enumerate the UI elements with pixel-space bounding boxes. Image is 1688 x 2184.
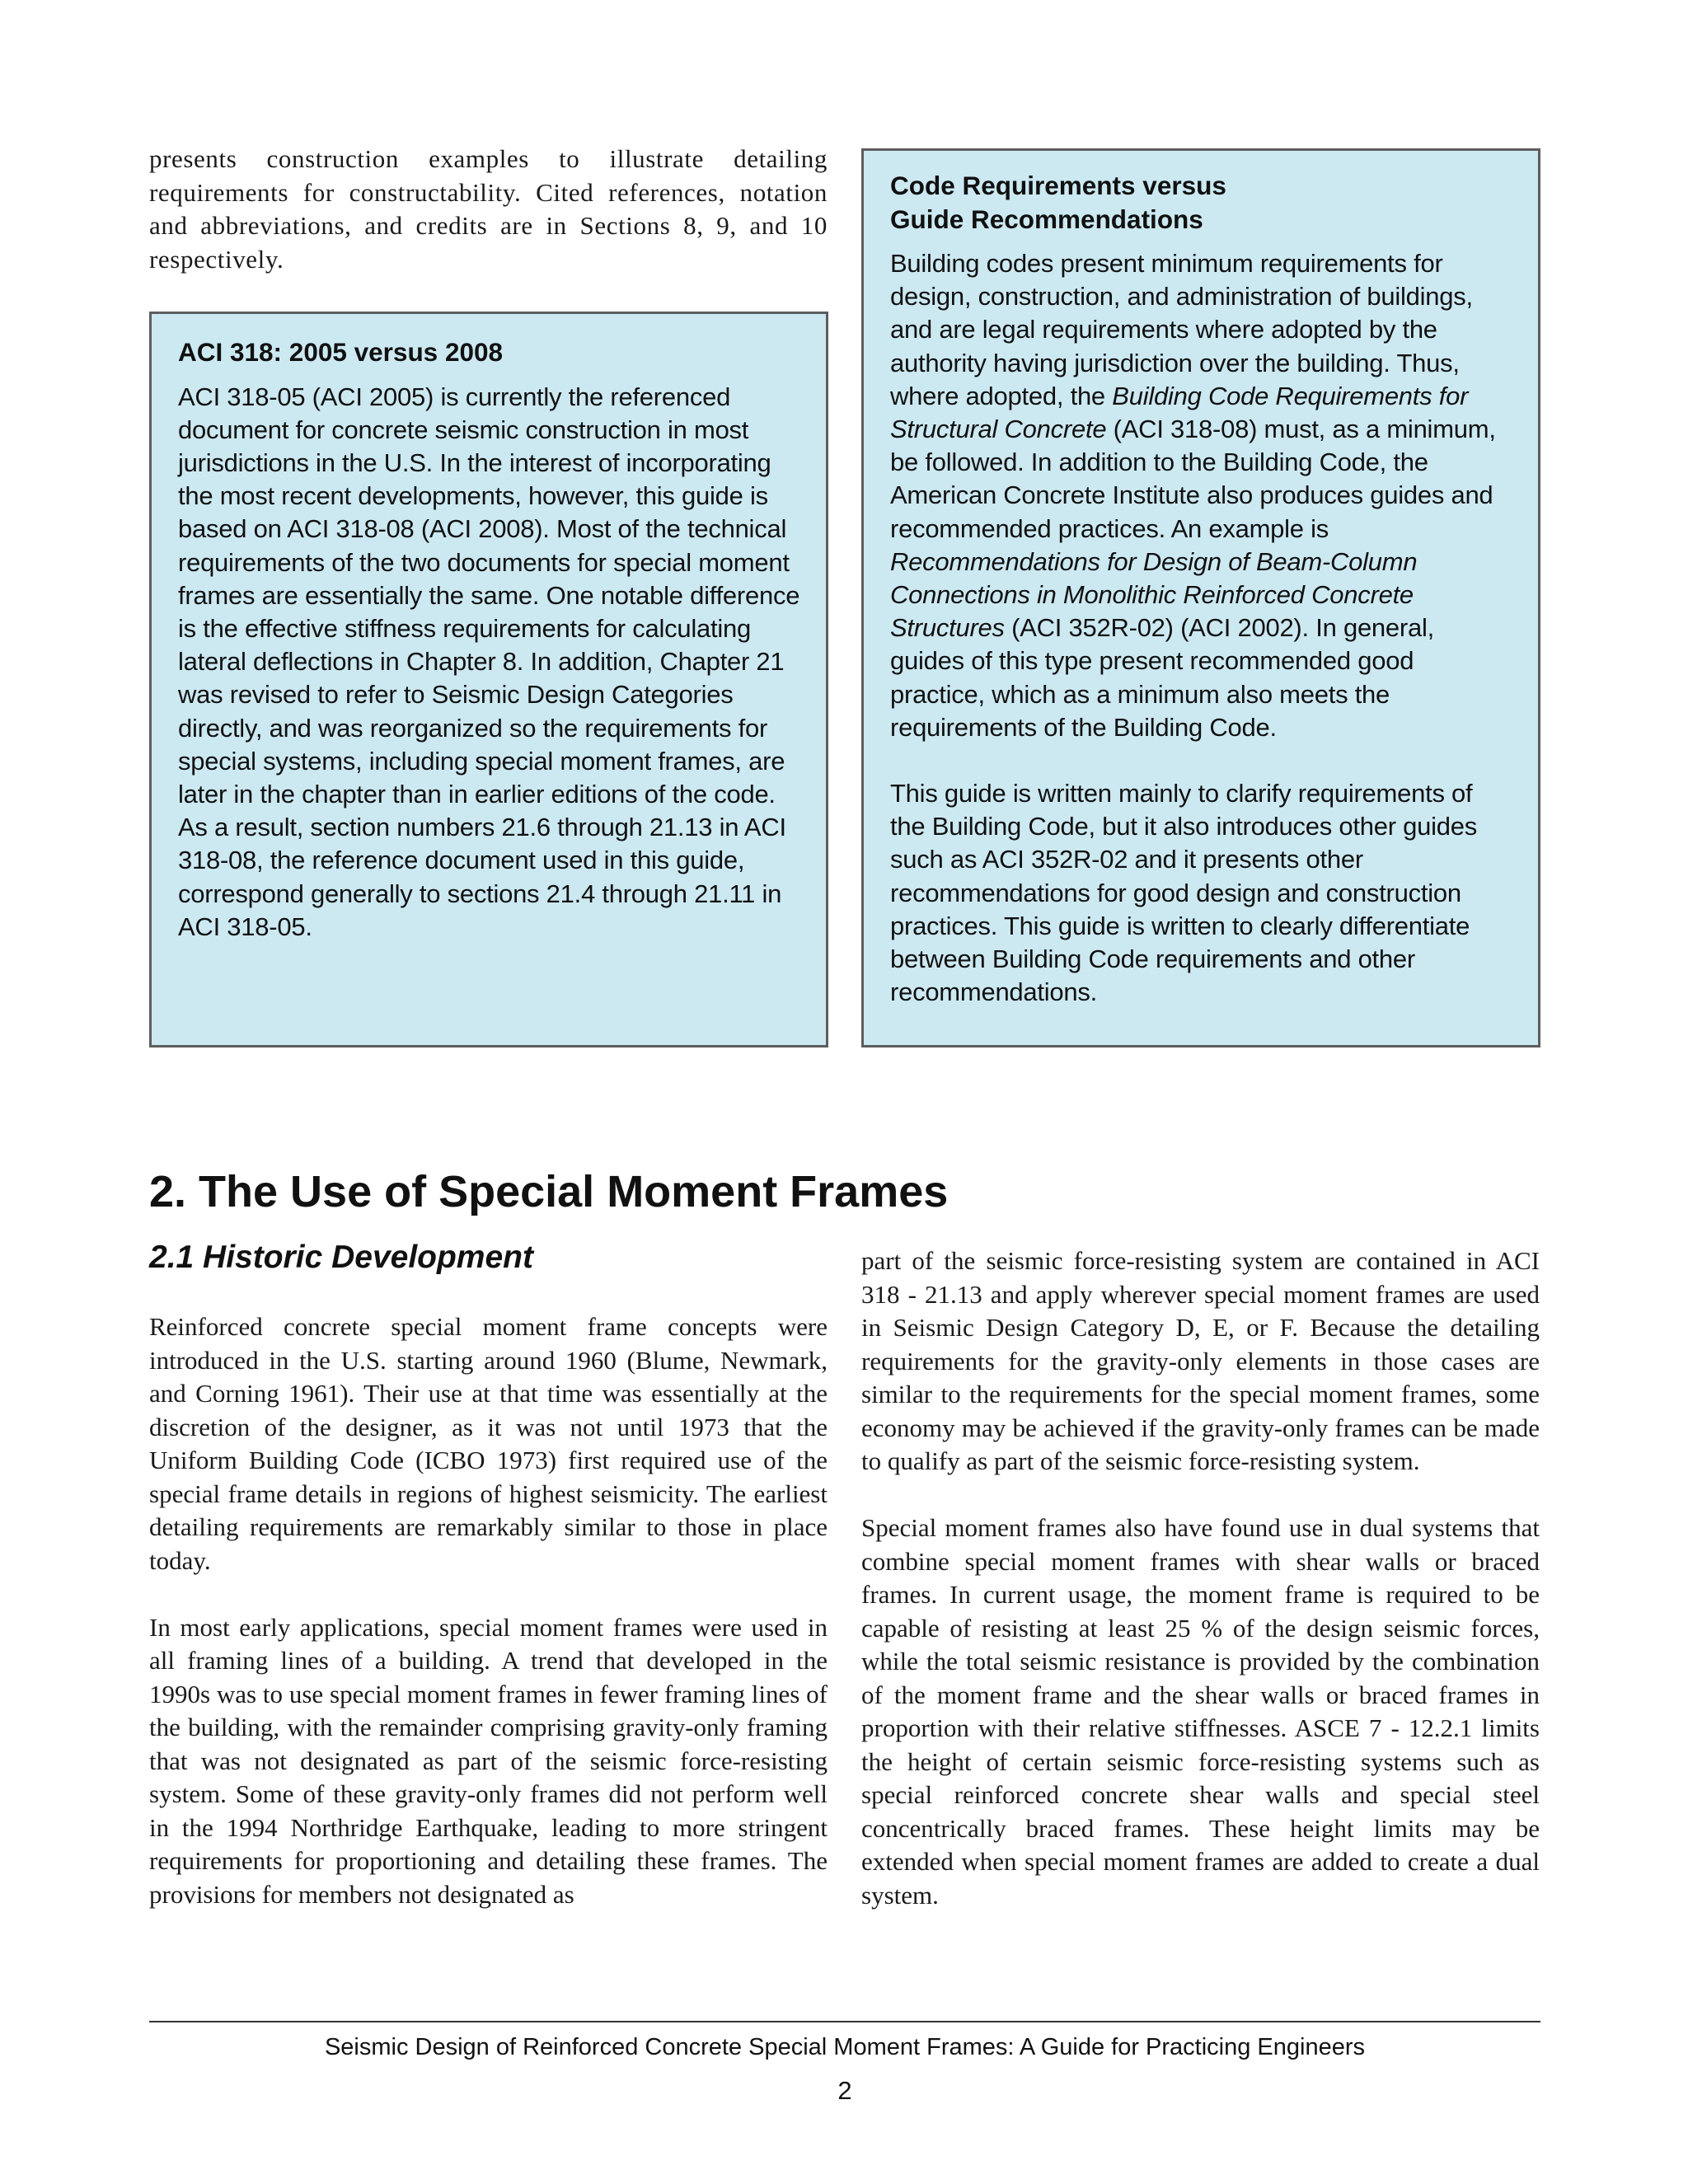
cited-title-aci352: Recommendations for Design of Beam-Column Connections in Monolithic Reinforced Concrete Structures [890,546,1418,643]
sidebar-code-requirements-box [861,148,1540,1047]
cited-title-aci318: Building Code Requirements for Structural Concrete [890,381,1469,444]
sidebar-aci318-box [149,312,828,1047]
sidebar-code-requirements-paragraph-2: This guide is written mainly to clarify requirements of the Building Code, but it also introduces other guides such as ACI 352R-02 and it presents other recommendations for good design and construction practices. This guide is written to clearly differentiate between Building Code requirements and other recommendations. [890,779,1478,1007]
sidebar-aci318-body: ACI 318-05 (ACI 2005) is currently the referenced document for concrete seismic construction in most jurisdictions in the U.S. In the interest of incorporating the most recent developments, however, this guide is based on ACI 318-08 (ACI 2008). Most of the technical requirements of the two documents for special moment frames are essentially the same. One notable difference is the effective stiffness requirements for calculating lateral deflections in Chapter 8. In addition, Chapter 21 was revised to refer to Seismic Design Categories directly, and was reorganized so the requirements for special systems, including special moment frames, are later in the chapter than in earlier editions of the code. As a result, section numbers 21.6 through 21.13 in ACI 318-08, the reference document used in this guide, correspond generally to sections 21.4 through 21.11 in ACI 318-05. [178,382,800,941]
body-paragraph: In most early applications, special moment frames were used in all framing lines of a building. A trend that developed in the 1990s was to use special moment frames in fewer framing lines of the building, with the remainder comprising gravity-only framing that was not designated as part of the seismic force-resisting system. Some of these gravity-only frames did not perform well in the 1994 Northridge Earthquake, leading to more stringent requirements for proportioning and detailing these frames. The provisions for members not designated as [149,1612,828,1909]
body-paragraph: Reinforced concrete special moment frame concepts were introduced in the U.S. starting around 1960 (Blume, Newmark, and Corning 1961). Their use at that time was essentially at the discretion of the designer, as it was not until 1973 that the Uniform Building Code (ICBO 1973) first required use of the special frame details in regions of highest seismicity. The earliest detailing requirements are remarkably similar to those in place today. [149,1312,828,1575]
body-paragraph: part of the seismic force-resisting system are contained in ACI 318 - 21.13 and apply wherever special moment frames are used in Seismic Design Category D, E, or F. Because the detailing requirements for the gravity-only elements in those cases are similar to the requirements for the special moment frames, some economy may be achieved if the gravity-only frames can be made to qualify as part of the seismic force-resisting system. [861,1246,1540,1475]
text-run: (ACI 318-08) must, as a minimum, be followed. In addition to the Building Code, the American Concrete Institute also produces guides and recommended practices. An example is [890,415,1496,543]
subsection-heading: 2.1 Historic Development [149,1240,533,1275]
footer-divider [149,2021,1540,2022]
text-run: Building codes present minimum requirements for design, construction, and administration of buildings, and are legal requirements where adopted by the authority having jurisdiction over the building. Thus, where adopted, the [890,249,1473,410]
body-paragraph: Special moment frames also have found use in dual systems that combine special moment frames with shear walls or braced frames. In current usage, the moment frame is required to be capable of resisting at least 25 % of the design seismic forces, while the total seismic resistance is provided by the combination of the moment frame and the shear walls or braced frames in proportion with their relative stiffnesses. ASCE 7 - 12.2.1 limits the height of certain seismic force-resisting systems such as special reinforced concrete shear walls and special steel concentrically braced frames. These height limits may be extended when special moment frames are added to create a dual system. [861,1513,1540,1910]
body-column-right [861,1244,1540,1912]
sidebar-code-requirements-title-line1: Code Requirements versus [890,171,1226,200]
text-run: (ACI 352R-02) (ACI 2002). In general, guides of this type present recommended good practice, which as a minimum also meets the requirements of the Building Code. [890,613,1434,742]
body-column-left [149,1310,828,1911]
sidebar-code-requirements-paragraph-1 [890,247,1513,744]
sidebar-code-requirements-title [890,169,1513,236]
intro-paragraph-block [149,143,828,276]
intro-paragraph: presents construction examples to illustrate detailing requirements for constructability. Cited references, notation and abbreviations, and credits are in Sections 8, 9, and 10 respectively. [149,144,828,274]
sidebar-aci318-title: ACI 318: 2005 versus 2008 [178,337,504,367]
page-number: 2 [837,2076,852,2105]
sidebar-code-requirements-title-line2: Guide Recommendations [890,204,1203,234]
footer-title: Seismic Design of Reinforced Concrete Special Moment Frames: A Guide for Practicing Engineers [324,2034,1366,2060]
section-heading: 2. The Use of Special Moment Frames [149,1167,949,1216]
